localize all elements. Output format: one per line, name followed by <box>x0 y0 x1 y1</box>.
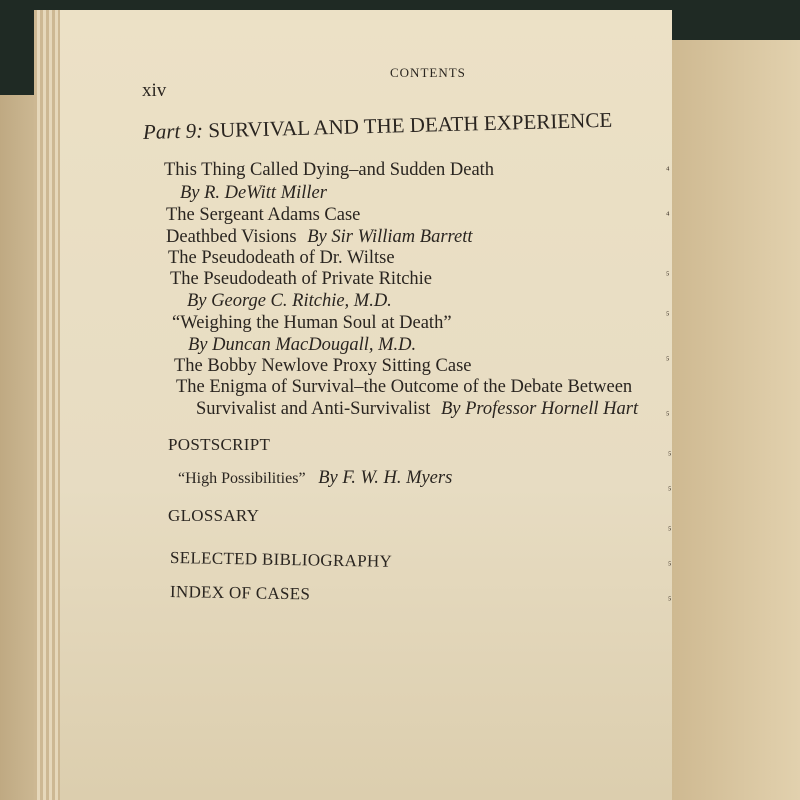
toc-entry-5-author: By George C. Ritchie, M.D. <box>187 291 392 311</box>
part-title: SURVIVAL AND THE DEATH EXPERIENCE <box>207 107 613 143</box>
postscript-entry-author: By F. W. H. Myers <box>318 468 453 488</box>
index-heading: INDEX OF CASES <box>169 582 311 604</box>
glossary-heading: GLOSSARY <box>168 506 260 525</box>
toc-entry-7: The Bobby Newlove Proxy Sitting Case <box>174 356 472 376</box>
bibliography-heading: SELECTED BIBLIOGRAPHY <box>169 548 393 571</box>
toc-entry-6: “Weighing the Human Soul at Death” <box>172 313 452 333</box>
toc-entry-3-author: By Sir William Barrett <box>307 227 473 247</box>
toc-entry-8-title-cont: Survivalist and Anti-Survivalist <box>196 399 431 419</box>
toc-entry-3-title: Deathbed Visions <box>166 227 297 247</box>
toc-entry-5: The Pseudodeath of Private Ritchie <box>170 269 433 289</box>
postscript-entry <box>178 468 452 489</box>
toc-entry-8-author: By Professor Hornell Hart <box>440 399 639 419</box>
book-page <box>60 10 672 800</box>
page-ref-fragment: ⁵ <box>666 270 670 281</box>
postscript-heading: POSTSCRIPT <box>168 435 271 454</box>
page-ref-fragment: ⁴ <box>666 210 670 221</box>
page-ref-fragment: ⁵ <box>666 355 670 366</box>
page-ref-fragment: ⁵ <box>666 310 670 321</box>
page-ref-fragment: ⁵ <box>668 450 672 461</box>
postscript-entry-title: “High Possibilities” <box>178 470 306 487</box>
toc-entry-1: This Thing Called Dying–and Sudden Death <box>164 160 495 180</box>
page-ref-fragment: ⁴ <box>666 165 670 176</box>
page-ref-fragment: ⁵ <box>668 485 672 496</box>
toc-entry-1-author: By R. DeWitt Miller <box>180 183 327 203</box>
toc-entry-8-cont <box>196 399 638 420</box>
part-heading <box>143 108 613 145</box>
part-prefix: Part 9: <box>142 118 204 144</box>
toc-entry-8: The Enigma of Survival–the Outcome of the Debate Between <box>176 377 633 397</box>
facing-page-edge <box>650 40 800 800</box>
toc-entry-6-author: By Duncan MacDougall, M.D. <box>188 335 417 355</box>
page-number: xiv <box>142 80 167 101</box>
page-ref-fragment: ⁵ <box>666 410 670 421</box>
running-header: CONTENTS <box>390 65 466 80</box>
page-ref-fragment: ⁵ <box>668 560 672 571</box>
toc-entry-3 <box>166 227 473 248</box>
page-ref-fragment: ⁵ <box>668 525 672 536</box>
toc-entry-4: The Pseudodeath of Dr. Wiltse <box>168 248 395 268</box>
page-ref-fragment: ⁵ <box>668 595 672 606</box>
toc-entry-2: The Sergeant Adams Case <box>166 205 361 225</box>
